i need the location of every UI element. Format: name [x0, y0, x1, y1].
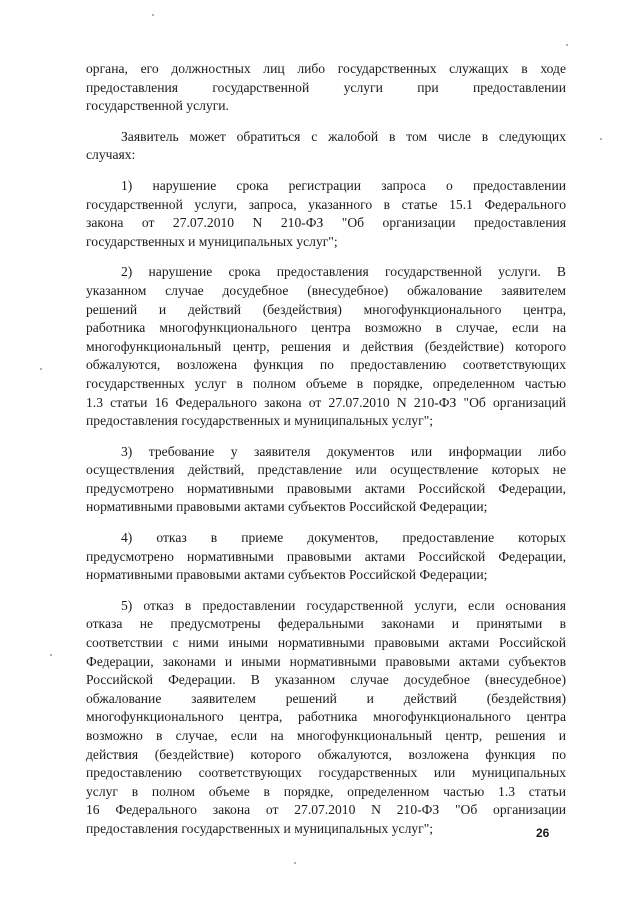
- paragraph-intro: [86, 128, 566, 165]
- paragraph-item-5: [86, 597, 566, 839]
- paragraph-item-2: [86, 263, 566, 430]
- text-line: указанном случае досудебное (внесудебное) обжалование заявителем: [86, 282, 566, 298]
- text-line: органа, его должностных лиц либо государственных служащих в ходе: [86, 61, 566, 76]
- text-line: возможно в случае, если на многофункциональный центр, решения и: [86, 728, 566, 743]
- text-line: Заявитель может обратиться с жалобой в том числе в следующих: [121, 128, 566, 144]
- scan-speck: [50, 654, 52, 656]
- paragraph-continuation: [86, 60, 566, 116]
- text-line: 2) нарушение срока предоставления государственной услуги. В: [121, 264, 566, 280]
- text-line: 4) отказ в приеме документов, предоставление которых: [121, 530, 566, 546]
- document-body: [86, 60, 566, 851]
- text-line: предоставлению соответствующих государственных или муниципальных: [86, 765, 566, 781]
- text-line: закона от 27.07.2010 N 210-ФЗ "Об организации предоставления: [86, 215, 566, 231]
- text-line: государственных услуг в полном объеме в порядке, определенном частью: [86, 375, 566, 391]
- scan-speck: [152, 14, 154, 16]
- text-line: предоставления государственных и муниципальных услуг";: [86, 820, 434, 836]
- text-line: 16 Федерального закона от 27.07.2010 N 210-ФЗ "Об организации: [86, 802, 566, 818]
- text-line: государственных и муниципальных услуг";: [86, 233, 338, 249]
- scan-speck: [294, 862, 296, 864]
- paragraph-item-1: [86, 177, 566, 251]
- text-line: многофункциональный центр, решения и действия (бездействие) которого: [86, 338, 566, 354]
- scan-speck: [40, 368, 42, 370]
- text-line: предоставления государственной услуги при предоставлении: [86, 79, 566, 95]
- paragraph-item-4: [86, 529, 566, 585]
- text-line: случаях:: [86, 147, 136, 163]
- scan-speck: [600, 138, 602, 140]
- text-line: нормативными правовыми актами субъектов Российской Федерации;: [86, 499, 488, 515]
- text-line: предусмотрено нормативными правовыми актами Российской Федерации,: [86, 548, 566, 564]
- paragraph-item-3: [86, 443, 566, 517]
- text-line: 3) требование у заявителя документов или информации либо: [121, 443, 566, 459]
- text-line: работника многофункционального центра возможно в случае, если на: [86, 320, 566, 336]
- text-line: Российской Федерации. В указанном случае досудебное (внесудебное): [86, 672, 566, 688]
- page-number: 26: [536, 826, 550, 840]
- text-line: отказа не предусмотрены федеральными законами и принятыми в: [86, 616, 566, 632]
- text-line: 1.3 статьи 16 Федерального закона от 27.07.2010 N 210-ФЗ "Об организаций: [86, 394, 566, 410]
- scan-speck: [566, 44, 568, 46]
- text-line: предусмотрено нормативными правовыми актами Российской Федерации,: [86, 480, 566, 496]
- text-line: 5) отказ в предоставлении государственной услуги, если основания: [121, 597, 566, 613]
- text-line: государственной услуги, запроса, указанного в статье 15.1 Федерального: [86, 196, 566, 212]
- text-line: обжалуются, возложена функция по предоставлению соответствующих: [86, 357, 566, 373]
- text-line: Федерации, законами и иными нормативными правовыми актами субъектов: [86, 653, 566, 669]
- text-line: многофункционального центра, работника многофункционального центра: [86, 709, 566, 725]
- text-line: услуг в полном объеме в порядке, определенном частью 1.3 статьи: [86, 783, 566, 799]
- text-line: нормативными правовыми актами субъектов Российской Федерации;: [86, 567, 488, 583]
- text-line: предоставления государственных и муниципальных услуг";: [86, 413, 434, 429]
- text-line: осуществления действий, представление или осуществление которых не: [86, 462, 566, 478]
- text-line: решений и действий (бездействия) многофункционального центра,: [86, 301, 566, 317]
- text-line: действия (бездействие) которого обжалуются, возложена функция по: [86, 746, 566, 762]
- text-line: обжалование заявителем решений и действий (бездействия): [86, 690, 566, 706]
- text-line: соответствии с ними иными нормативными правовыми актами Российской: [86, 635, 566, 651]
- text-line: 1) нарушение срока регистрации запроса о предоставлении: [121, 177, 566, 193]
- text-line: государственной услуги.: [86, 98, 229, 114]
